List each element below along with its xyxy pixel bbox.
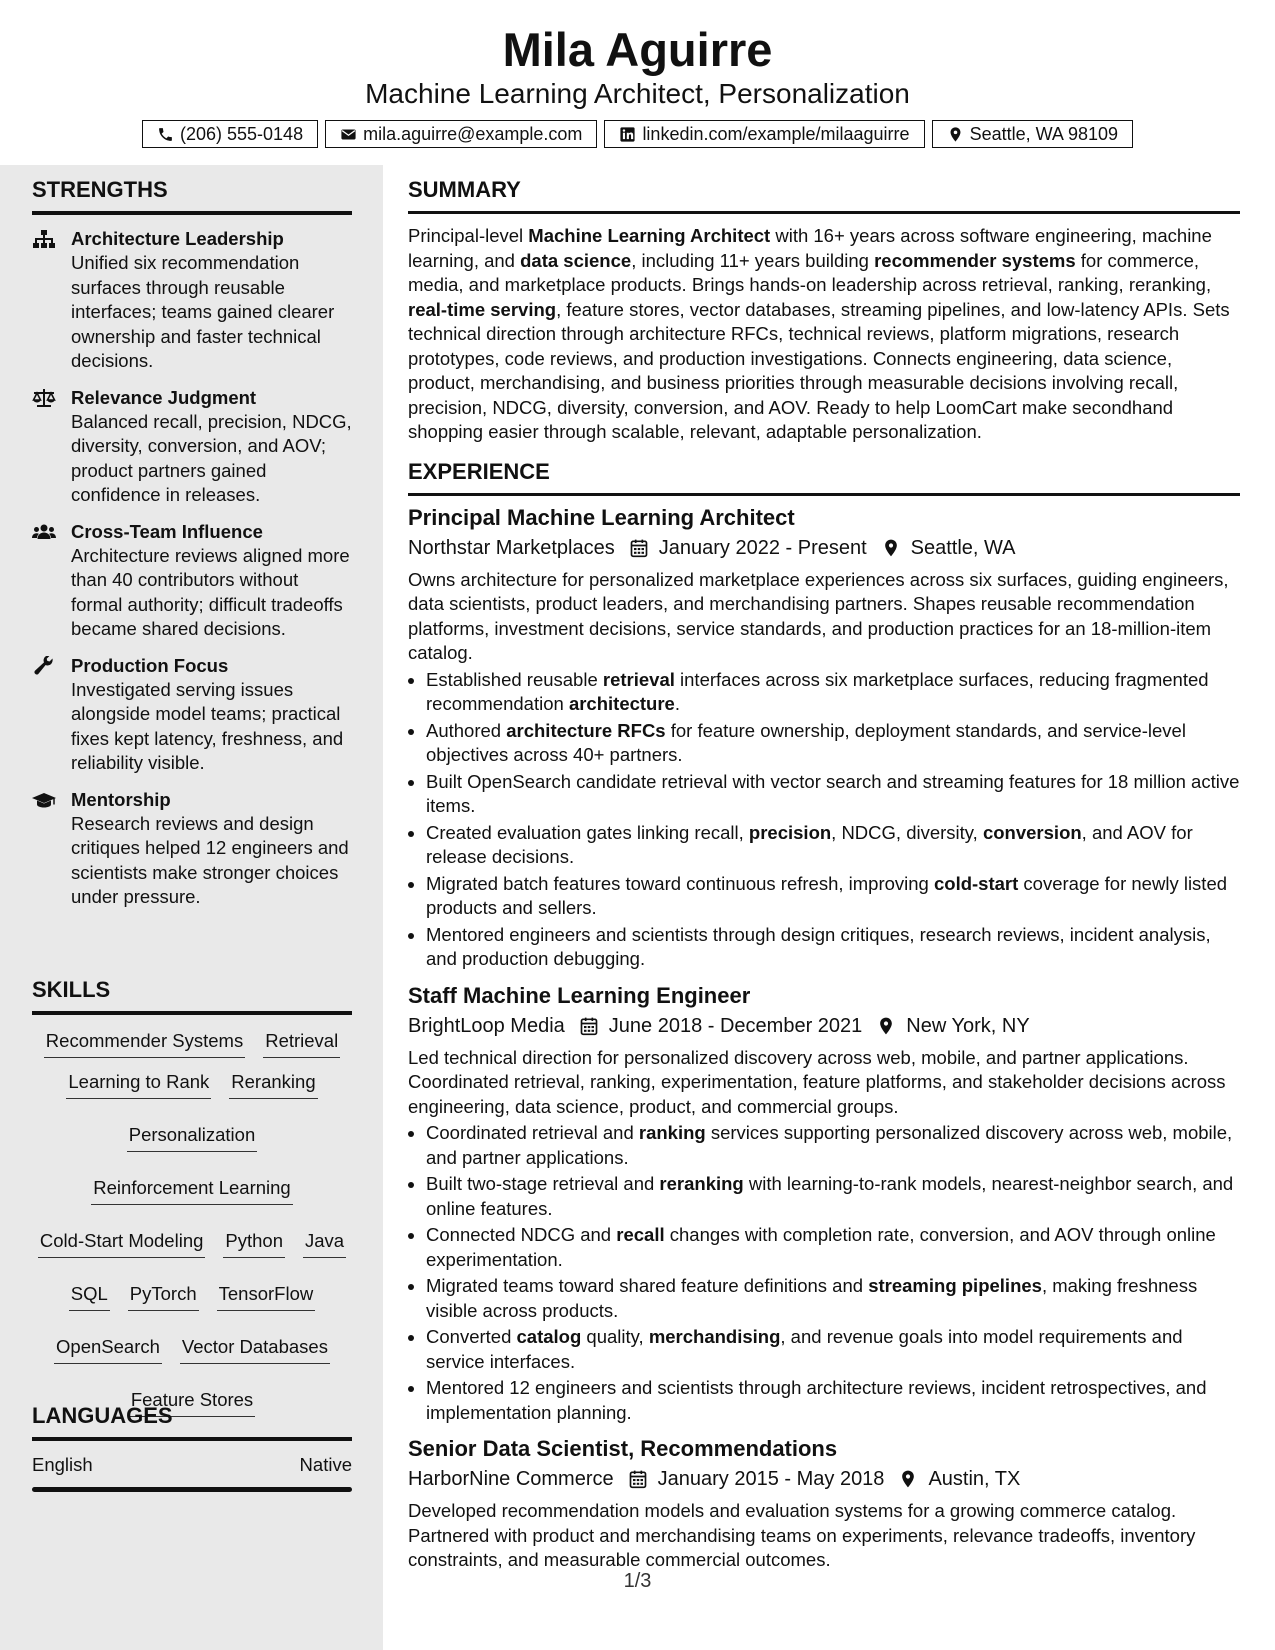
skill-tag: SQL xyxy=(69,1282,110,1311)
skill-tag: Reinforcement Learning xyxy=(91,1176,292,1205)
skill-tag: Cold-Start Modeling xyxy=(38,1229,206,1258)
bold-keyword: Machine Learning Architect xyxy=(528,225,771,246)
job-description: Owns architecture for personalized marketplace experiences across six surfaces, guiding engineers, data scientists, product leaders, and merchandising partners. Shapes reusable recommendation platforms, investment decisions, service standards, and production practices for an 18-million-item catalog. xyxy=(408,568,1229,663)
skill-tag: Feature Stores xyxy=(129,1388,255,1417)
envelope-icon xyxy=(340,126,357,143)
languages-section xyxy=(32,1403,352,1492)
job-entry xyxy=(408,982,1240,1426)
page-number: 1/3 xyxy=(623,1570,652,1592)
job-dates: January 2022 - Present xyxy=(658,536,867,559)
summary-text: Principal-level Machine Learning Architect with 16+ years across software engineering, machine learning, and data science, including 11+ years building recommender systems for commerce, media, and marketplace products. Brings hands-on leadership across retrieval, ranking, reranking, real-time serving, feature stores, vector databases, streaming pipelines, and low-latency APIs. Sets technical direction through architecture RFCs, technical reviews, platform migrations, research prototypes, code reviews, and production investigations. Connects engineering, data science, product, merchandising, and business priorities through measurable decisions involving recall, precision, NDCG, diversity, conversion, and AOV. Ready to help LoomCart make secondhand shopping easier through scalable, relevant, adaptable personalization. xyxy=(408,225,1230,442)
balance-scale-icon xyxy=(32,388,56,408)
bold-keyword: conversion xyxy=(982,821,1082,843)
skill-tag: Reranking xyxy=(229,1070,317,1099)
skill-tag: PyTorch xyxy=(128,1282,199,1311)
job-bullets xyxy=(408,668,1240,972)
bold-keyword: data science xyxy=(520,249,632,271)
job-meta xyxy=(408,1465,1240,1493)
main-content xyxy=(408,165,1240,1573)
skill-tag: Learning to Rank xyxy=(66,1070,211,1099)
job-company: Northstar Marketplaces xyxy=(408,536,615,559)
linkedin-icon xyxy=(619,126,636,143)
contact-linkedin-text: linkedin.com/example/milaaguirre xyxy=(642,124,910,144)
language-name: English xyxy=(32,1454,93,1475)
job-location: Austin, TX xyxy=(928,1468,1021,1490)
job-entry xyxy=(408,504,1240,972)
skill-tag: OpenSearch xyxy=(54,1335,162,1364)
job-location: New York, NY xyxy=(906,1014,1030,1037)
bold-keyword: recommender systems xyxy=(874,249,1076,271)
strength-item xyxy=(32,654,352,776)
contact-location-text: Seattle, WA 98109 xyxy=(969,124,1118,144)
job-bullets xyxy=(408,1121,1240,1425)
candidate-name: Mila Aguirre xyxy=(502,23,773,76)
calendar-icon xyxy=(579,1016,599,1036)
job-bullet: • Mentored engineers and scientists through design critiques, research reviews, incident analysis, and production debugging. xyxy=(426,923,1240,972)
job-bullet: • Migrated batch features toward continuous refresh, improving cold-start coverage for newly listed products and sellers. xyxy=(426,872,1240,921)
job-dates: June 2018 - December 2021 xyxy=(608,1014,863,1037)
job-description: Developed recommendation models and evaluation systems for a growing commerce catalog. Partnered with product and merchandising teams on experiments, relevance tradeoffs, inventory constraints, and measurable commercial outcomes. xyxy=(408,1500,1196,1570)
phone-icon xyxy=(157,126,174,143)
contact-phone-text: (206) 555-0148 xyxy=(179,124,304,144)
graduation-cap-icon xyxy=(32,790,56,810)
job-bullet: • Migrated teams toward shared feature definitions and streaming pipelines, making freshness visible across products. xyxy=(426,1274,1240,1323)
contact-email[interactable] xyxy=(325,120,597,148)
strength-title: Cross-Team Influence xyxy=(71,520,263,542)
contact-phone[interactable] xyxy=(142,120,318,148)
bold-keyword: architecture RFCs xyxy=(506,719,666,741)
strength-title: Architecture Leadership xyxy=(71,228,284,249)
summary-section xyxy=(408,177,1240,445)
sidebar xyxy=(0,165,383,1650)
bold-keyword: streaming pipelines xyxy=(868,1275,1042,1296)
job-entry xyxy=(408,1435,1240,1573)
job-bullet: • Authored architecture RFCs for feature ownership, deployment standards, and service-level objectives across 40+ partners. xyxy=(426,719,1240,768)
strength-item xyxy=(32,386,352,508)
language-level: Native xyxy=(299,1454,352,1475)
calendar-icon xyxy=(628,1469,648,1489)
bold-keyword: cold-start xyxy=(933,872,1019,894)
job-description: Led technical direction for personalized discovery across web, mobile, and partner applications. Coordinated retrieval, ranking, experimentation, feature platforms, and stakeholder decisions across engineering, data science, product, and commercial groups. xyxy=(408,1046,1226,1117)
job-company: HarborNine Commerce xyxy=(408,1468,614,1490)
sitemap-icon xyxy=(32,229,56,249)
contact-linkedin[interactable] xyxy=(604,120,924,148)
job-title: Principal Machine Learning Architect xyxy=(408,504,795,530)
contact-email-text: mila.aguirre@example.com xyxy=(363,124,583,144)
map-pin-icon xyxy=(876,1016,896,1036)
strength-title: Relevance Judgment xyxy=(71,386,257,408)
candidate-title: Machine Learning Architect, Personalization xyxy=(365,78,910,109)
skill-tag: TensorFlow xyxy=(217,1282,316,1311)
bold-keyword: recall xyxy=(616,1224,665,1245)
skill-tag: Java xyxy=(303,1229,346,1258)
strengths-section xyxy=(32,177,352,910)
wrench-icon xyxy=(32,656,56,676)
skills-heading: SKILLS xyxy=(32,977,352,1015)
contact-location[interactable] xyxy=(932,120,1133,148)
languages-heading: LANGUAGES xyxy=(32,1403,352,1441)
resume-header xyxy=(0,0,1275,165)
skill-tag: Vector Databases xyxy=(180,1335,330,1364)
job-bullet: • Connected NDCG and recall changes with completion rate, conversion, and AOV through online experimentation. xyxy=(426,1223,1240,1272)
strength-description: Balanced recall, precision, NDCG, diversity, conversion, and AOV; product partners gained confidence in releases. xyxy=(71,410,352,505)
job-bullet: • Established reusable retrieval interfaces across six marketplace surfaces, reducing fragmented recommendation architecture. xyxy=(426,668,1240,717)
skill-tag: Retrieval xyxy=(263,1029,340,1058)
contact-bar xyxy=(0,120,1275,148)
summary-heading: SUMMARY xyxy=(408,177,1240,214)
strength-description: Research reviews and design critiques helped 12 engineers and scientists make stronger choices under pressure. xyxy=(71,812,349,907)
bold-keyword: ranking xyxy=(638,1122,706,1143)
map-pin-icon xyxy=(881,538,901,558)
experience-section xyxy=(408,459,1240,1573)
language-row xyxy=(32,1441,352,1487)
job-bullet: • Coordinated retrieval and ranking services supporting personalized discovery across web, mobile, and partner applications. xyxy=(426,1121,1240,1170)
job-bullet: • Converted catalog quality, merchandising, and revenue goals into model requirements and service interfaces. xyxy=(426,1325,1240,1374)
job-location: Seattle, WA xyxy=(910,536,1016,559)
skill-tag: Recommender Systems xyxy=(44,1029,245,1058)
skill-tag: Personalization xyxy=(127,1123,258,1152)
strength-item xyxy=(32,227,352,374)
job-title: Staff Machine Learning Engineer xyxy=(408,982,751,1008)
bold-keyword: precision xyxy=(748,821,832,843)
strengths-heading: STRENGTHS xyxy=(32,177,352,215)
calendar-icon xyxy=(629,538,649,558)
strength-description: Architecture reviews aligned more than 40 contributors without formal authority; difficult tradeoffs became shared decisions. xyxy=(71,544,350,639)
bold-keyword: retrieval xyxy=(602,668,675,690)
skills-section xyxy=(32,977,352,1417)
job-company: BrightLoop Media xyxy=(408,1014,565,1037)
job-dates: January 2015 - May 2018 xyxy=(657,1468,885,1490)
bold-keyword: reranking xyxy=(659,1173,744,1194)
bold-keyword: real-time serving xyxy=(408,298,557,320)
strength-description: Unified six recommendation surfaces through reusable interfaces; teams gained clearer ownership and faster technical decisions. xyxy=(71,252,335,371)
job-bullet: • Created evaluation gates linking recall, precision, NDCG, diversity, conversion, and AOV for release decisions. xyxy=(426,821,1240,870)
strength-title: Mentorship xyxy=(71,788,171,810)
job-meta xyxy=(408,1012,1240,1040)
experience-heading: EXPERIENCE xyxy=(408,459,1240,496)
skills-list xyxy=(32,1015,352,1417)
map-pin-icon xyxy=(898,1469,918,1489)
strength-item xyxy=(32,520,352,642)
job-meta xyxy=(408,534,1240,562)
bold-keyword: architecture xyxy=(568,693,675,714)
job-bullet: • Mentored 12 engineers and scientists through architecture reviews, incident retrospectives, and implementation planning. xyxy=(426,1376,1240,1425)
skill-tag: Python xyxy=(223,1229,285,1258)
job-bullet: • Built OpenSearch candidate retrieval with vector search and streaming features for 18 million active items. xyxy=(426,770,1240,819)
job-list xyxy=(408,504,1240,1573)
job-bullet: • Built two-stage retrieval and reranking with learning-to-rank models, nearest-neighbor search, and online features. xyxy=(426,1172,1240,1221)
strength-description: Investigated serving issues alongside model teams; practical fixes kept latency, freshness, and reliability visible. xyxy=(71,678,344,773)
job-title: Senior Data Scientist, Recommendations xyxy=(408,1436,838,1461)
language-level-bar xyxy=(32,1487,352,1492)
bold-keyword: catalog xyxy=(516,1326,582,1347)
users-icon xyxy=(32,522,56,542)
strength-title: Production Focus xyxy=(71,654,229,676)
bold-keyword: merchandising xyxy=(648,1326,781,1347)
map-pin-icon xyxy=(947,126,964,143)
strength-item xyxy=(32,788,352,910)
